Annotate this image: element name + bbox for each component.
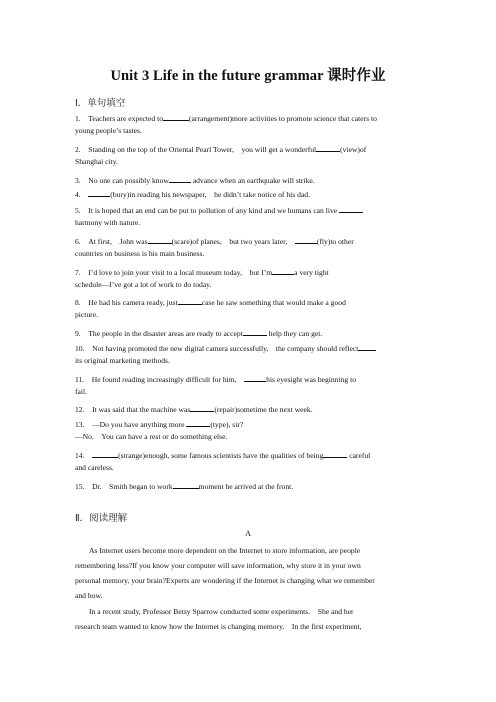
question-3: 3. No one can possibly know advance when an earthquake will strike. [75, 176, 315, 185]
answer-blank [178, 296, 202, 305]
answer-blank [169, 174, 191, 183]
question-10: 10. Not having promoted the new digital camera successfully, the company should reflect its original marketing methods. [75, 342, 425, 367]
answer-blank [358, 342, 376, 351]
question-1: 1. Teachers are expected to (arrangement)more activities to promote science that caters to young people’s tastes. [75, 114, 377, 135]
answer-blank [88, 188, 110, 197]
question-8: 8. He had his camera ready, just case he saw something that would make a good picture. [75, 298, 346, 319]
answer-blank [316, 143, 340, 152]
question-13: 13. —Do you have anything more (type), sir? —No. You can have a rest or do something else. [75, 420, 244, 441]
question-12: 12. It was said that the machine was (repair)sometime the next week. [75, 405, 313, 414]
answer-blank [163, 112, 189, 121]
question-14: 14. (strange)enough, some famous scientists have the qualities of being careful and careless. [75, 451, 371, 472]
question-7: 7. I’d love to join your visit to a local museum today, but I’m a very tight schedule—I’ve got a lot of work to do today. [75, 268, 329, 289]
question-11: 11. He found reading increasingly difficult for him, his eyesight was beginning to fail. [75, 375, 356, 396]
answer-blank [295, 235, 317, 244]
question-9: 9. The people in the disaster areas are ready to accept help they can get. [75, 329, 323, 338]
question-6: 6. At first, John was (scare)of planes, but two years later, (fly)to other countries on business is his main business. [75, 237, 354, 258]
question-4: 4. (bury)in reading his newspaper, he didn’t take notice of his dad. [75, 190, 310, 199]
page-title: Unit 3 Life in the future grammar 课时作业 [110, 68, 386, 84]
passage-line: In a recent study, Professor Betsy Sparrow conducted some experiments. She and her [89, 607, 354, 616]
answer-blank [323, 449, 347, 458]
answer-blank [148, 235, 172, 244]
answer-blank [243, 327, 267, 336]
answer-blank [92, 449, 118, 458]
answer-blank [339, 204, 363, 213]
section-2-heading: Ⅱ．阅读理解 [75, 513, 128, 524]
answer-blank [190, 403, 214, 412]
passage-line: As Internet users become more dependent on the Internet to store information, are people [89, 546, 361, 555]
passage-line: remembering less?If you know your computer will save information, why store it in your own [75, 561, 361, 570]
answer-blank [186, 418, 210, 427]
answer-blank [173, 480, 199, 489]
question-5: 5. It is hoped that an end can be put to pollution of any kind and we humans can live harmony with nature. [75, 204, 425, 229]
passage-label: A [245, 529, 251, 538]
passage-line: personal memory, your brain?Experts are wondering if the Internet is changing what we remember [75, 576, 375, 585]
question-15: 15. Dr. Smith began to work moment he arrived at the front. [75, 482, 294, 491]
answer-blank [272, 266, 294, 275]
passage-line: research team wanted to know how the Internet is changing memory. In the first experiment, [75, 622, 362, 631]
answer-blank [244, 373, 266, 382]
passage-line: and how. [75, 591, 103, 600]
question-2: 2. Standing on the top of the Oriental Pearl Tower, you will get a wonderful (view)of Shanghai city. [75, 145, 367, 166]
section-1-heading: Ⅰ．单句填空 [75, 98, 126, 109]
